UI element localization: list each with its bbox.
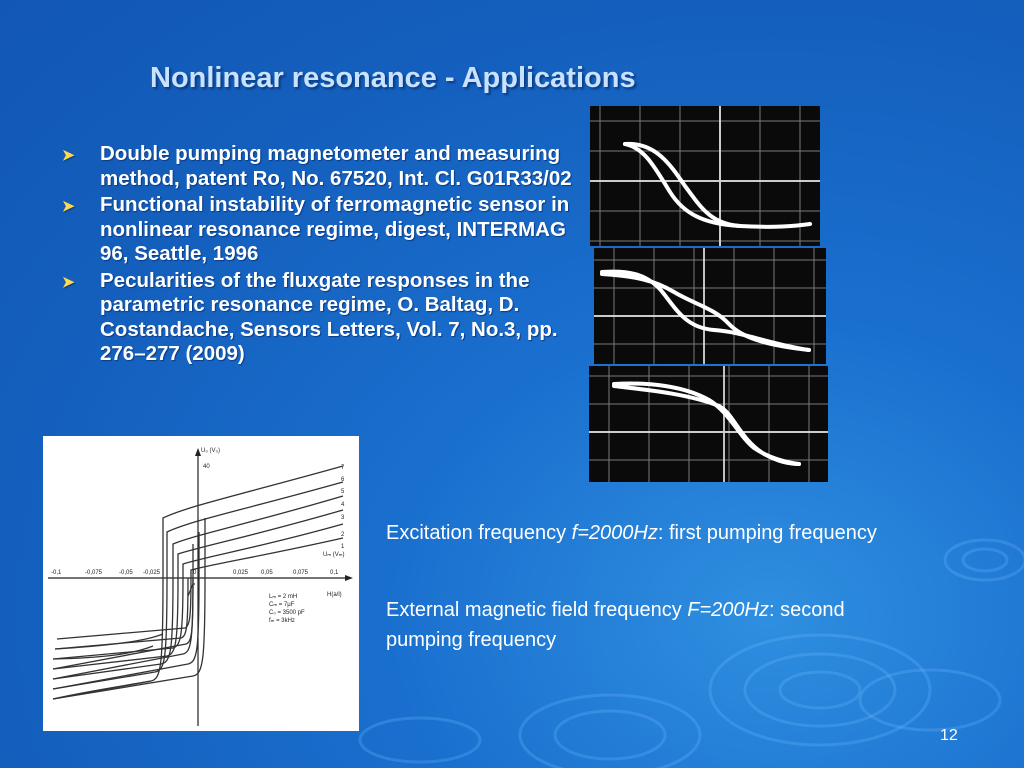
x-tick-label: -0,025: [143, 570, 161, 576]
caption-text: Excitation frequency: [386, 522, 572, 544]
caption-text: External magnetic field frequency: [386, 599, 688, 621]
legend-line: Lₘ = 2 mH: [269, 594, 298, 600]
curve-label: 2: [341, 532, 345, 538]
bullet-list: [62, 142, 582, 369]
bullet-text: Functional instability of ferromagnetic sensor in nonlinear resonance regime, digest, INTERMAG 96, Seattle, 1996: [100, 193, 570, 265]
legend-line: Cₘ = 7μF: [269, 602, 295, 608]
x-axis-label: H(a/l): [327, 592, 342, 598]
curve-label: 7: [341, 465, 345, 471]
caption-text: : second pumping frequency: [386, 599, 845, 651]
bullet-item: [62, 142, 582, 191]
legend-line: fₘ = 3kHz: [269, 618, 295, 624]
caption-formula: F=200Hz: [687, 599, 769, 621]
curve-label: 3: [341, 515, 345, 521]
page-title: Nonlinear resonance - Applications: [150, 62, 636, 94]
caption-external-field-frequency: [386, 595, 926, 655]
x-tick-label: 0: [193, 570, 197, 576]
arrow-bullet-icon: ➤: [62, 147, 75, 164]
caption-text: : first pumping frequency: [657, 522, 877, 544]
bullet-item: [62, 269, 582, 367]
y-tick-label: 40: [203, 464, 210, 470]
arrow-bullet-icon: ➤: [62, 273, 75, 291]
curve-label: 5: [341, 489, 345, 495]
page-number: 12: [940, 727, 958, 744]
x-tick-label: 0,05: [261, 570, 273, 576]
x-tick-label: -0,075: [85, 570, 103, 576]
x-tick-label: -0,1: [51, 570, 62, 576]
caption-excitation-frequency: [386, 518, 926, 548]
curve-label: 6: [341, 477, 345, 483]
oscilloscope-image-1: [590, 106, 820, 246]
x-tick-label: 0,075: [293, 570, 309, 576]
curve-label: 1: [341, 544, 345, 550]
caption-formula: f=2000Hz: [571, 522, 658, 544]
arrow-bullet-icon: ➤: [62, 198, 75, 215]
y-axis-label: U₀ (V₀): [201, 448, 220, 454]
oscilloscope-image-3: [589, 366, 828, 482]
x-tick-label: 0,025: [233, 570, 249, 576]
secondary-axis-label: Uₘ (Vₘ): [323, 552, 345, 558]
x-tick-label: -0,05: [119, 570, 133, 576]
oscilloscope-image-2: [594, 248, 826, 364]
bullet-item: [62, 193, 582, 267]
hysteresis-plot-image: [43, 436, 359, 731]
x-tick-label: 0,1: [330, 570, 339, 576]
bullet-text: Pecularities of the fluxgate responses in the parametric resonance regime, O. Baltag, D. Costandache, Sensors Letters, Vol. 7, No.3, pp. 276–277 (2009): [100, 268, 558, 365]
bullet-text: Double pumping magnetometer and measuring method, patent Ro, No. 67520, Int. Cl. G01R33/02: [100, 142, 572, 190]
curve-label: 4: [341, 502, 345, 508]
legend-line: C₀ = 3500 pF: [269, 610, 305, 616]
